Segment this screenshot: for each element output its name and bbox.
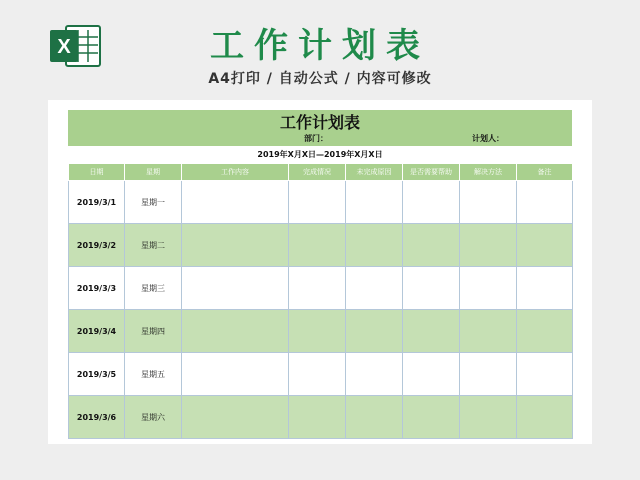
incomplete-reason-cell[interactable] <box>346 310 403 353</box>
weekday-cell[interactable]: 星期三 <box>125 267 182 310</box>
solution-cell[interactable] <box>460 267 517 310</box>
notes-cell[interactable] <box>517 353 573 396</box>
table-row <box>69 396 573 439</box>
sheet-title: 工作计划表 <box>279 113 360 132</box>
incomplete-reason-cell[interactable] <box>346 267 403 310</box>
notes-cell[interactable] <box>517 267 573 310</box>
weekday-cell[interactable]: 星期二 <box>125 224 182 267</box>
col-header-solution: 解决方法 <box>460 164 517 181</box>
solution-cell[interactable] <box>460 224 517 267</box>
notes-cell[interactable] <box>517 310 573 353</box>
table-row <box>69 353 573 396</box>
solution-cell[interactable] <box>460 181 517 224</box>
weekday-cell[interactable]: 星期六 <box>125 396 182 439</box>
col-header-work-content: 工作内容 <box>182 164 289 181</box>
table-row <box>69 267 573 310</box>
notes-cell[interactable] <box>517 396 573 439</box>
need-help-cell[interactable] <box>403 224 460 267</box>
table-row <box>69 310 573 353</box>
work-content-cell[interactable] <box>182 310 289 353</box>
completion-cell[interactable] <box>289 224 346 267</box>
work-content-cell[interactable] <box>182 267 289 310</box>
solution-cell[interactable] <box>460 396 517 439</box>
date-range: 2019年X月X日—2019年X月X日 <box>257 150 383 159</box>
sheet-header <box>68 110 572 146</box>
weekday-cell[interactable]: 星期五 <box>125 353 182 396</box>
solution-cell[interactable] <box>460 310 517 353</box>
col-header-completion: 完成情况 <box>289 164 346 181</box>
date-cell[interactable]: 2019/3/6 <box>69 396 125 439</box>
svg-text:X: X <box>57 36 71 58</box>
department-label: 部门： <box>304 134 328 143</box>
table-row <box>69 224 573 267</box>
work-content-cell[interactable] <box>182 224 289 267</box>
completion-cell[interactable] <box>289 353 346 396</box>
date-cell[interactable]: 2019/3/5 <box>69 353 125 396</box>
weekday-cell[interactable]: 星期一 <box>125 181 182 224</box>
need-help-cell[interactable] <box>403 396 460 439</box>
col-header-notes: 备注 <box>517 164 573 181</box>
notes-cell[interactable] <box>517 224 573 267</box>
completion-cell[interactable] <box>289 267 346 310</box>
solution-cell[interactable] <box>460 353 517 396</box>
plan-table <box>68 163 573 439</box>
excel-icon <box>48 22 104 70</box>
col-header-incomplete-reason: 未完成原因 <box>346 164 403 181</box>
work-content-cell[interactable] <box>182 181 289 224</box>
need-help-cell[interactable] <box>403 267 460 310</box>
page-title: 工作计划表 <box>210 26 430 66</box>
work-content-cell[interactable] <box>182 396 289 439</box>
date-cell[interactable]: 2019/3/1 <box>69 181 125 224</box>
date-cell[interactable]: 2019/3/4 <box>69 310 125 353</box>
completion-cell[interactable] <box>289 310 346 353</box>
planner-label: 计划人： <box>472 134 504 143</box>
date-cell[interactable]: 2019/3/3 <box>69 267 125 310</box>
col-header-weekday: 星期 <box>125 164 182 181</box>
page-subtitle: A4打印 / 自动公式 / 内容可修改 <box>208 71 432 87</box>
need-help-cell[interactable] <box>403 310 460 353</box>
table-row <box>69 181 573 224</box>
date-cell[interactable]: 2019/3/2 <box>69 224 125 267</box>
need-help-cell[interactable] <box>403 353 460 396</box>
col-header-date: 日期 <box>69 164 125 181</box>
col-header-need-help: 是否需要帮助 <box>403 164 460 181</box>
incomplete-reason-cell[interactable] <box>346 396 403 439</box>
incomplete-reason-cell[interactable] <box>346 224 403 267</box>
completion-cell[interactable] <box>289 181 346 224</box>
weekday-cell[interactable]: 星期四 <box>125 310 182 353</box>
completion-cell[interactable] <box>289 396 346 439</box>
notes-cell[interactable] <box>517 181 573 224</box>
need-help-cell[interactable] <box>403 181 460 224</box>
table-header-row <box>69 164 573 181</box>
incomplete-reason-cell[interactable] <box>346 181 403 224</box>
incomplete-reason-cell[interactable] <box>346 353 403 396</box>
work-content-cell[interactable] <box>182 353 289 396</box>
